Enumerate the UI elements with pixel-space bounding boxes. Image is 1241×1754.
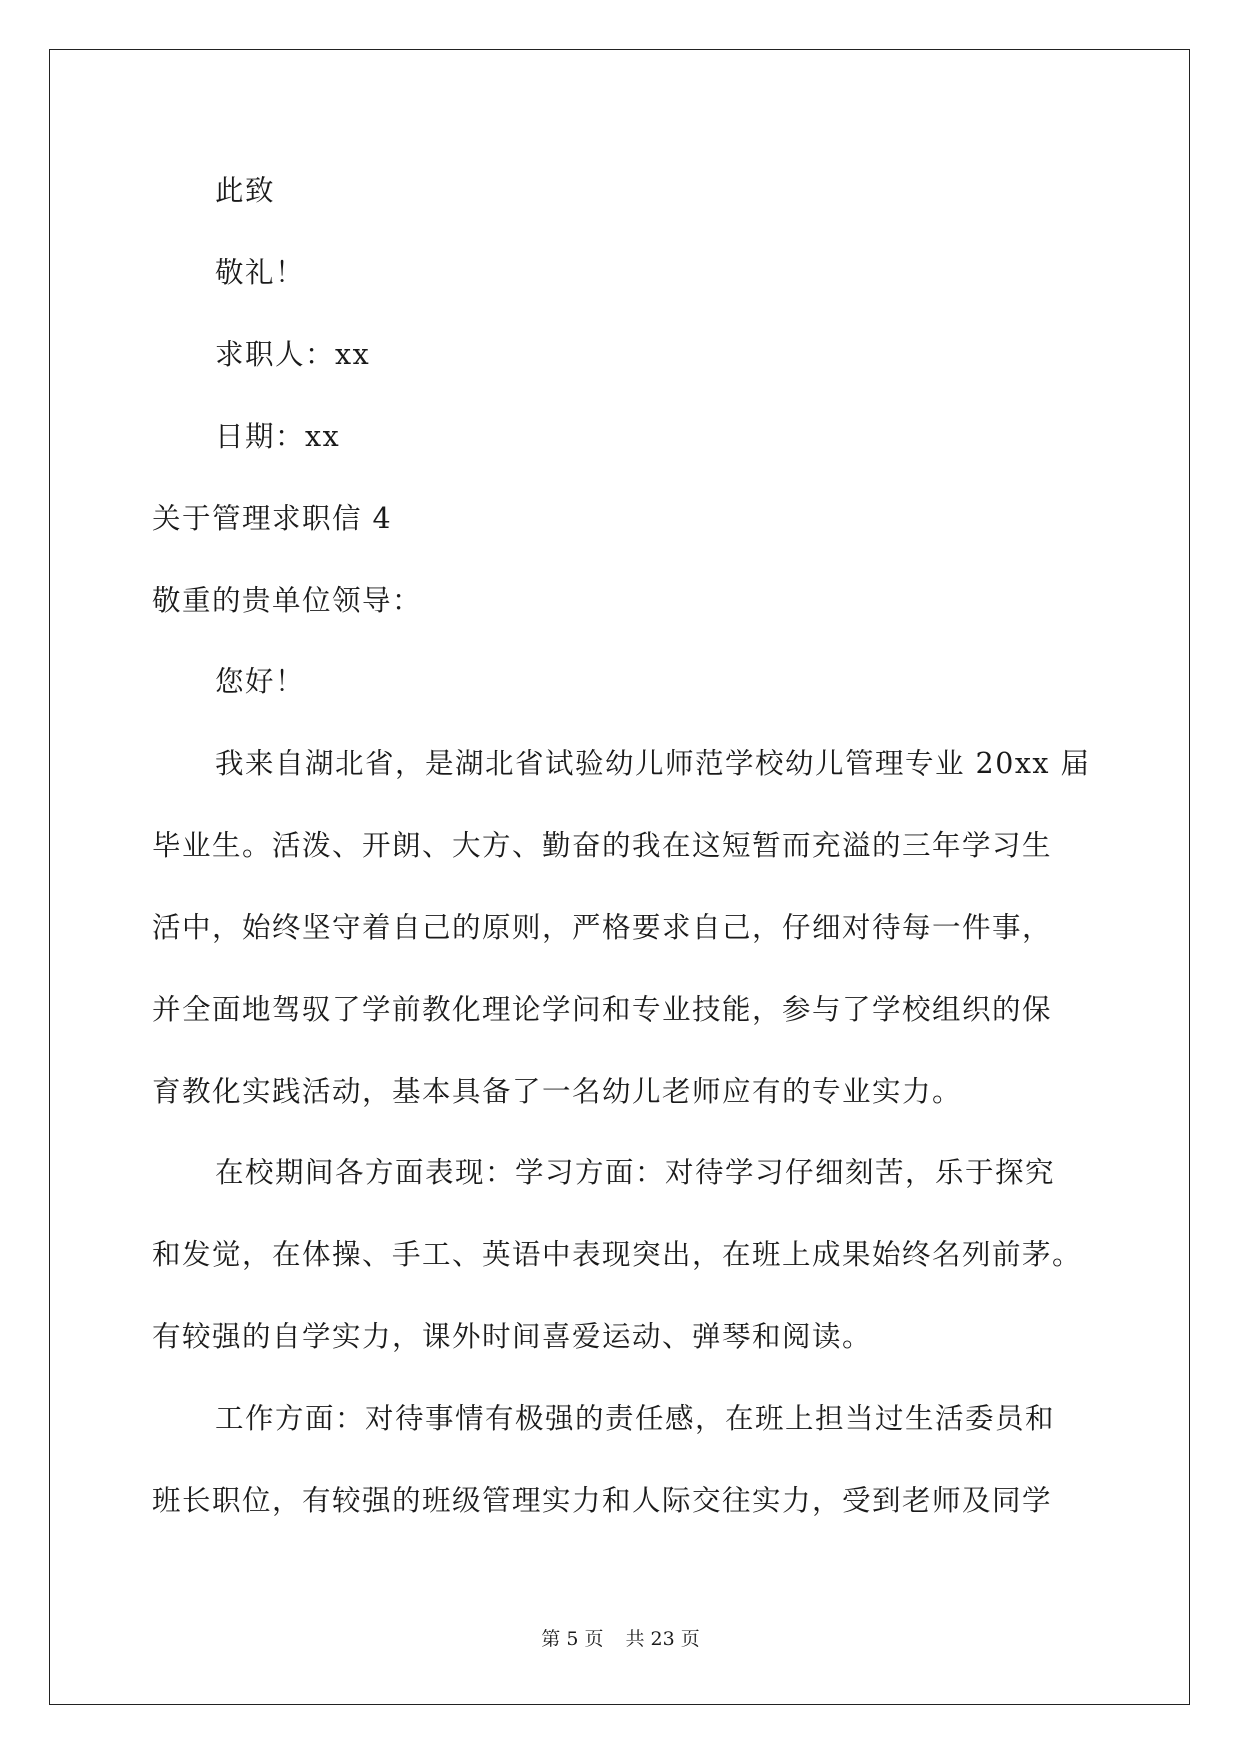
paragraph-line: 工作方面：对待事情有极强的责任感，在班上担当过生活委员和 — [215, 1402, 1056, 1435]
paragraph-line: 我来自湖北省，是湖北省试验幼儿师范学校幼儿管理专业 20xx 届 — [215, 747, 1091, 780]
page-number: 第 5 页 — [541, 1628, 604, 1650]
greeting-hello: 您好！ — [215, 665, 306, 698]
paragraph-line: 育教化实践活动，基本具备了一名幼儿老师应有的专业实力。 — [152, 1075, 963, 1108]
paragraph-line: 班长职位，有较强的班级管理实力和人际交往实力，受到老师及同学 — [152, 1484, 1053, 1517]
section-title: 关于管理求职信 4 — [152, 502, 393, 535]
page-total: 共 23 页 — [625, 1628, 700, 1650]
applicant-name: 求职人：xx — [215, 338, 371, 371]
paragraph-line: 和发觉，在体操、手工、英语中表现突出，在班上成果始终名列前茅。 — [152, 1238, 1083, 1271]
closing-salutation: 此致 — [215, 174, 276, 207]
greeting-recipient: 敬重的贵单位领导： — [152, 584, 423, 617]
paragraph-line: 活中，始终坚守着自己的原则，严格要求自己，仔细对待每一件事， — [152, 911, 1053, 944]
paragraph-line: 毕业生。活泼、开朗、大方、勤奋的我在这短暂而充溢的三年学习生 — [152, 829, 1053, 862]
page-border — [49, 49, 1190, 1705]
page-footer — [0, 1628, 1241, 1650]
date-line: 日期：xx — [215, 420, 341, 453]
paragraph-line: 并全面地驾驭了学前教化理论学问和专业技能，参与了学校组织的保 — [152, 993, 1053, 1026]
paragraph-line: 有较强的自学实力，课外时间喜爱运动、弹琴和阅读。 — [152, 1320, 873, 1353]
closing-regards: 敬礼！ — [215, 256, 306, 289]
paragraph-line: 在校期间各方面表现：学习方面：对待学习仔细刻苦，乐于探究 — [215, 1156, 1056, 1189]
